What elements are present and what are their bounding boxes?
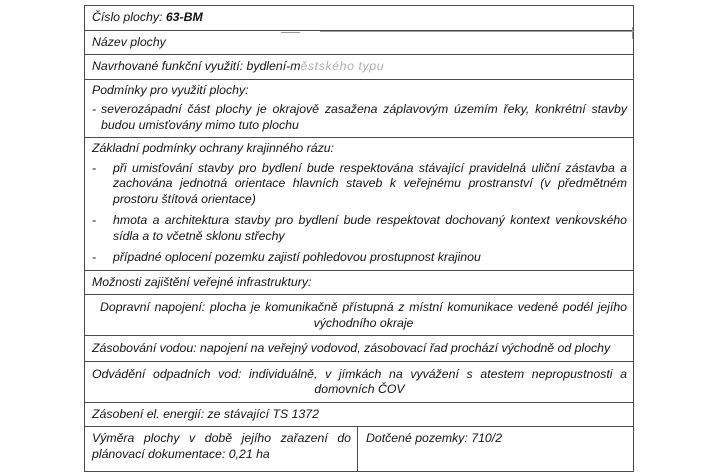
infrastructure-transport xyxy=(85,295,633,335)
table-row-infrastructure-water xyxy=(85,336,633,362)
proposed-use-value: bydlení-m xyxy=(246,59,301,73)
plot-number-cell xyxy=(85,6,633,30)
infrastructure-electricity-text: Zásobení el. energií: ze stávající TS 1372 xyxy=(92,406,319,421)
landscape-condition-text: hmota a architektura stavby pro bydlení bude respektovat dochovaný kontext venkovského sídla a to včetně sklonu střechy xyxy=(113,213,627,243)
list-item xyxy=(92,213,627,244)
infrastructure-water xyxy=(85,336,633,361)
table-row-proposed-use xyxy=(85,55,633,80)
list-item xyxy=(92,102,627,133)
table-row-use-conditions xyxy=(85,80,633,139)
table-row-infrastructure-transport xyxy=(85,295,633,336)
bullet-dash-icon: - xyxy=(92,102,97,116)
use-conditions-caption: Podmínky pro využití plochy: xyxy=(92,82,249,97)
table-row-infrastructure-sewage xyxy=(85,362,633,403)
list-item xyxy=(92,161,627,208)
bullet-dash-icon: - xyxy=(92,250,97,264)
scan-artifact-line xyxy=(281,32,300,33)
table-row-plot-number xyxy=(85,6,633,31)
proposed-use-cell xyxy=(85,55,633,79)
plot-name-cell xyxy=(85,31,633,55)
infrastructure-caption: Možnosti zajištění veřejné infrastruktury: xyxy=(92,274,312,289)
scan-artifact-line xyxy=(320,31,634,32)
footer-area-cell: Výměra plochy v době jejího zařazení do plánovací dokumentace: 0,21 ha xyxy=(85,427,358,471)
list-item xyxy=(92,250,627,266)
use-condition-text: severozápadní část plochy je okrajově zasažena záplavovým územím řeky, konkrétní stavby budou umisťovány mimo tuto plochu xyxy=(101,102,627,132)
landscape-conditions-caption: Základní podmínky ochrany krajinného rázu: xyxy=(92,141,334,155)
plot-number-value: 63-BM xyxy=(165,10,203,24)
plot-name-label: Název plochy xyxy=(92,34,166,49)
infrastructure-transport-text: Dopravní napojení: plocha je komunikačně přístupná z místní komunikace vedené podél jejího východního okraje xyxy=(100,300,627,330)
landscape-condition-text: při umisťování stavby pro bydlení bude respektována stávající pravidelná uliční zástavba a zachována jednotná orientace hlavních staveb k veřejnému prostranství (v předmětném prostoru štítová orientace) xyxy=(113,160,627,206)
landscape-condition-text: případné oplocení pozemku zajistí pohledovou prostupnost krajinou xyxy=(113,250,481,264)
landscape-conditions-list xyxy=(85,161,633,270)
proposed-use-value-illegible: ěstského typu xyxy=(300,59,385,73)
use-conditions-list xyxy=(85,102,633,137)
plot-specification-table xyxy=(84,5,634,472)
footer-columns xyxy=(85,427,633,471)
footer-parcels-cell: Dotčené pozemky: 710/2 xyxy=(366,431,503,445)
proposed-use-label: Navrhované funkční využití: xyxy=(92,59,244,73)
infrastructure-sewage-text: Odvádění odpadních vod: individuálně, v jímkách na vyvážení s atestem nepropustnosti a domovních ČOV xyxy=(92,366,627,396)
infrastructure-water-text: Zásobování vodou: napojení na veřejný vodovod, zásobovací řad prochází východně od plochy xyxy=(92,341,611,355)
bullet-dash-icon: - xyxy=(92,213,97,227)
infrastructure-sewage xyxy=(85,362,633,402)
table-row-footer xyxy=(85,427,633,471)
table-row-infrastructure-electricity xyxy=(85,403,633,428)
table-row-landscape-conditions xyxy=(85,138,633,271)
plot-number-label: Číslo plochy: xyxy=(92,10,163,24)
table-row-infrastructure-caption xyxy=(85,271,633,296)
scan-artifact-line xyxy=(632,27,633,39)
bullet-dash-icon: - xyxy=(92,160,97,175)
table-row-plot-name xyxy=(85,31,633,56)
